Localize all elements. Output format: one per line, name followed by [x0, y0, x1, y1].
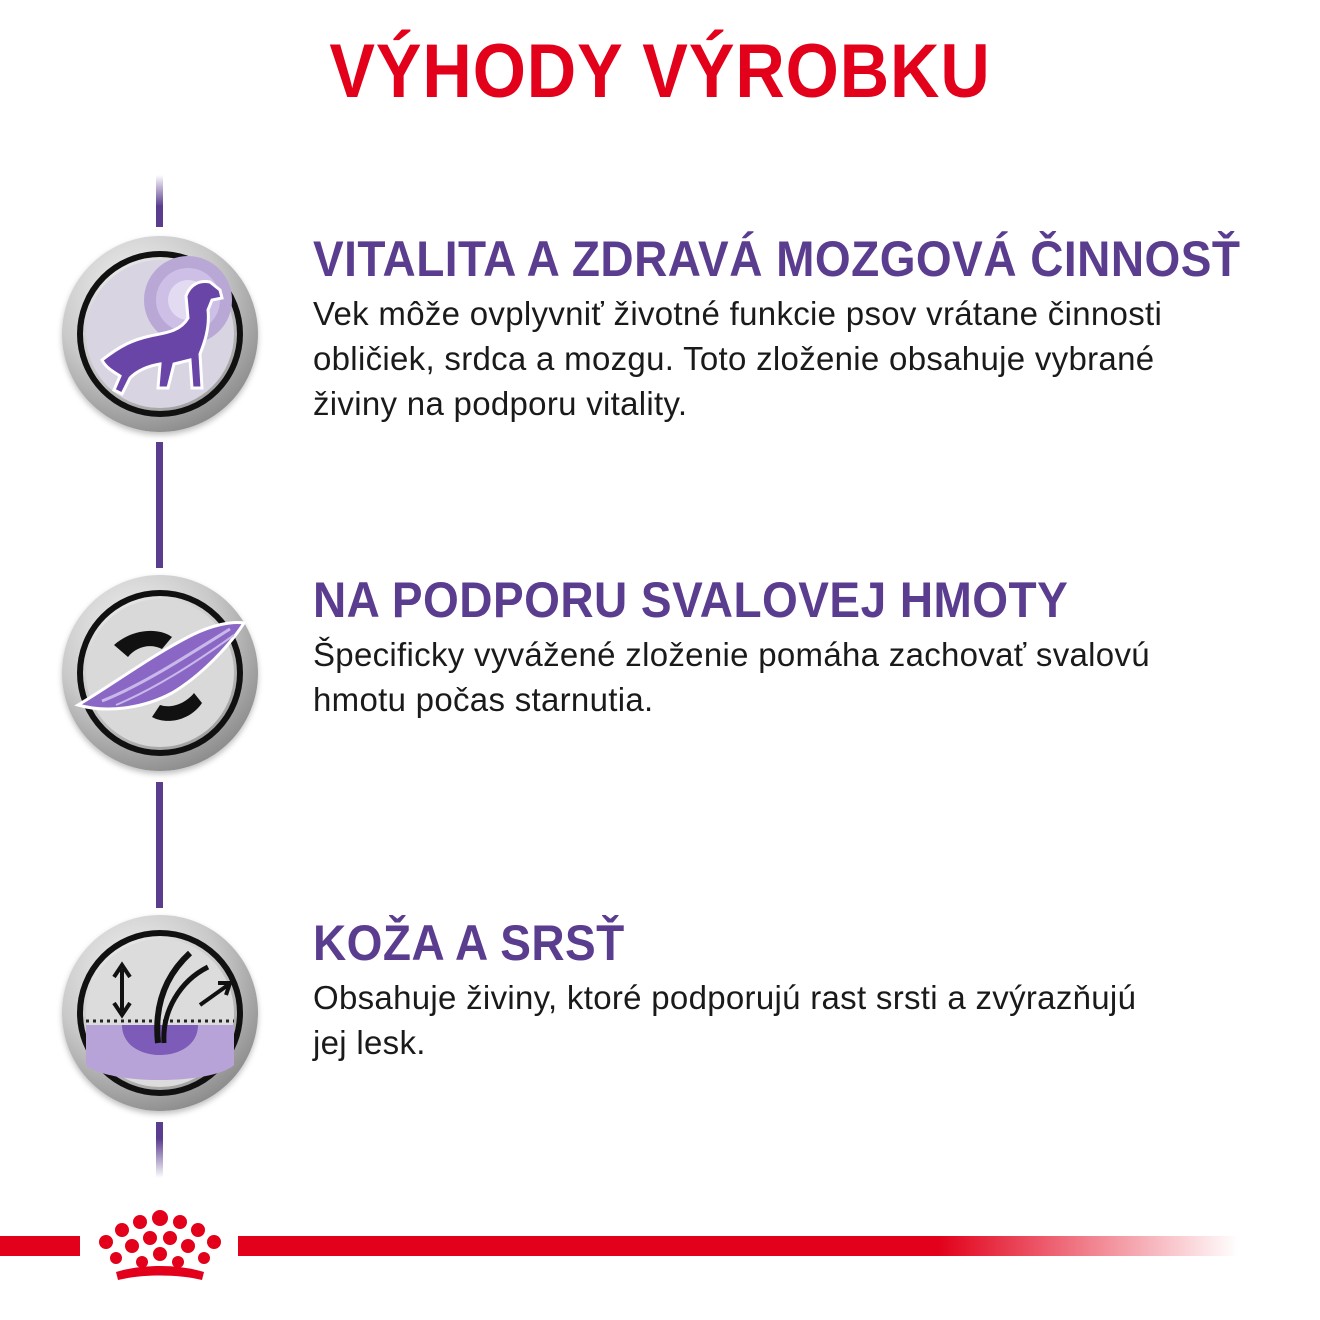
feature-title: NA PODPORU SVALOVEJ HMOTY — [313, 572, 1069, 628]
feature-description-line: Špecificky vyvážené zloženie pomáha zachovať svalovú — [313, 636, 1150, 673]
feature-title: VITALITA A ZDRAVÁ MOZGOVÁ ČINNOSŤ — [313, 231, 1241, 287]
senior-dog-icon — [62, 236, 258, 432]
footer-divider-right — [238, 1236, 1238, 1256]
royal-canin-crown-icon — [92, 1206, 228, 1291]
feature-description-line: Vek môže ovplyvniť životné funkcie psov vrátane činnosti — [313, 295, 1163, 332]
feature-description-line: živiny na podporu vitality. — [313, 385, 688, 422]
feature-description — [313, 291, 1303, 426]
feature-description-line: obličiek, srdca a mozgu. Toto zloženie obsahuje vybrané — [313, 340, 1155, 377]
feature-description-line: jej lesk. — [313, 1024, 426, 1061]
feature-muscle — [313, 572, 1303, 722]
skin-coat-icon — [62, 915, 258, 1111]
timeline-segment — [156, 1122, 163, 1178]
footer-divider-left — [0, 1236, 80, 1256]
timeline-segment — [156, 175, 163, 227]
muscle-icon — [62, 575, 258, 771]
feature-description — [313, 632, 1303, 722]
timeline-segment — [156, 782, 163, 908]
feature-title: KOŽA A SRSŤ — [313, 915, 625, 971]
page-title: VÝHODY VÝROBKU — [329, 29, 991, 114]
feature-description — [313, 975, 1303, 1065]
feature-description-line: hmotu počas starnutia. — [313, 681, 654, 718]
feature-description-line: Obsahuje živiny, ktoré podporujú rast srsti a zvýrazňujú — [313, 979, 1137, 1016]
feature-vitality — [313, 231, 1303, 426]
feature-skin-coat — [313, 915, 1303, 1065]
timeline-segment — [156, 442, 163, 568]
